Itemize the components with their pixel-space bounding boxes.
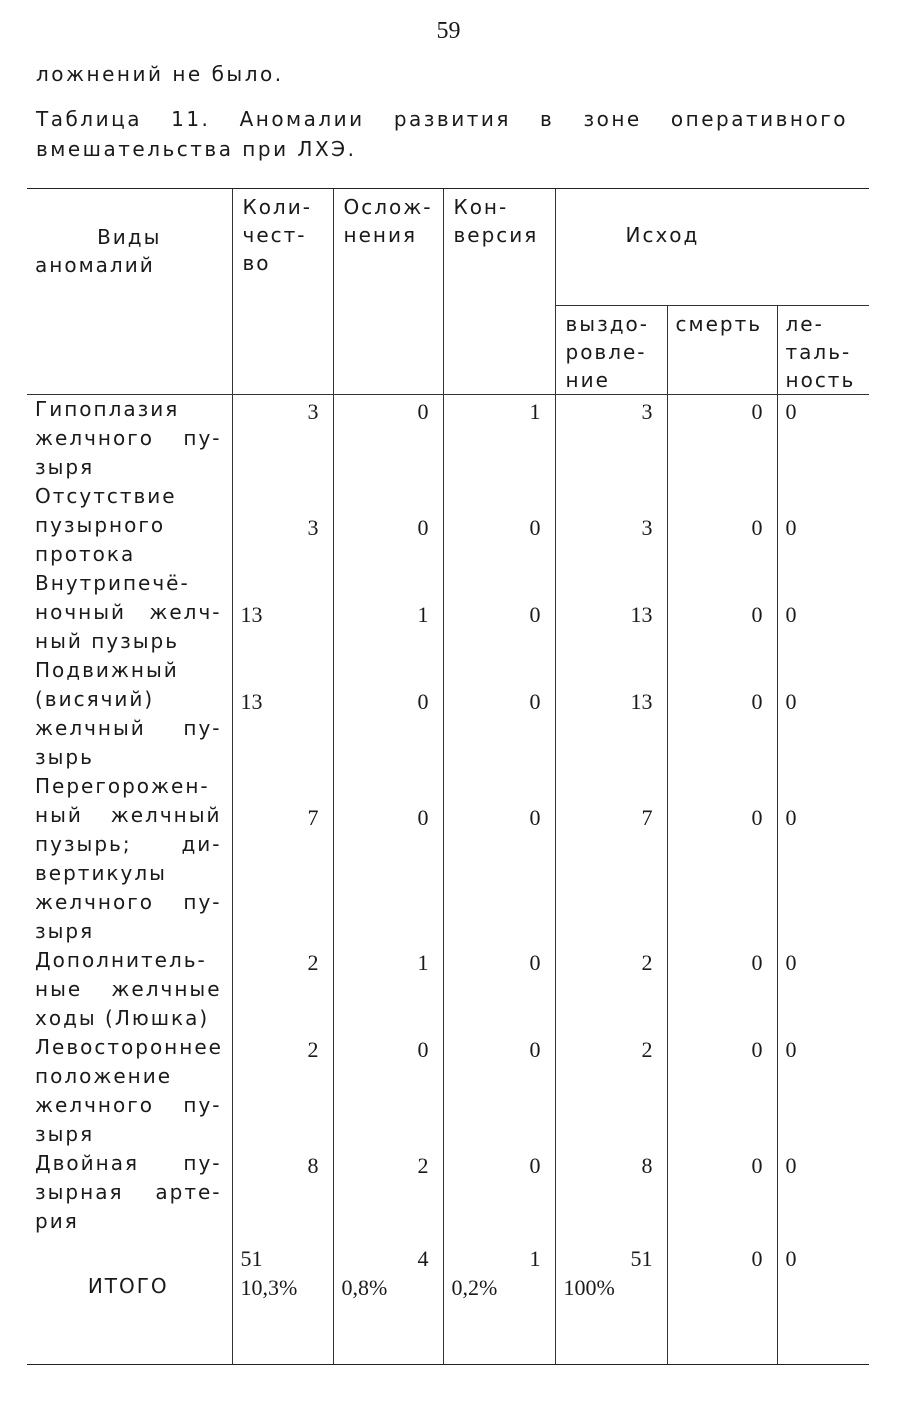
anomaly-name-line: Внутрипечё- — [35, 571, 190, 595]
total-lethality: 0 — [777, 1236, 869, 1365]
anomaly-name-line: зырь — [35, 745, 94, 769]
cell-lethality: 0 — [777, 1033, 869, 1149]
anomaly-name — [27, 569, 232, 656]
total-recovery — [555, 1236, 667, 1365]
anomaly-name — [27, 946, 232, 1033]
anomaly-name-line: желчного пу- — [35, 890, 222, 914]
cell-complications: 0 — [333, 395, 443, 483]
anomaly-name — [27, 1033, 232, 1149]
cell-count: 3 — [232, 395, 333, 483]
anomaly-name-line: ночный желч- — [35, 600, 222, 624]
cell-recovery: 13 — [555, 569, 667, 656]
total-conversion — [443, 1236, 555, 1365]
anomaly-name-line: Перегорожен- — [35, 774, 210, 798]
caption-word: зоне — [583, 107, 642, 131]
cell-count: 8 — [232, 1149, 333, 1236]
header-types: Виды аномалий — [27, 189, 232, 395]
cell-recovery: 8 — [555, 1149, 667, 1236]
cell-lethality: 0 — [777, 1149, 869, 1236]
anomaly-name-line: зыря — [35, 455, 95, 479]
cell-complications: 0 — [333, 482, 443, 569]
anomaly-name-line: желчного пу- — [35, 426, 222, 450]
cell-conversion: 0 — [443, 1033, 555, 1149]
anomaly-name-line: ный пузырь — [35, 629, 180, 653]
caption-word: оперативного — [670, 107, 848, 131]
header-complications: Ослож- нения — [333, 189, 443, 395]
caption-word: развития — [393, 107, 511, 131]
anomaly-name-line: рия — [35, 1209, 79, 1233]
total-value: 4 — [417, 1246, 429, 1271]
anomaly-name-line: Дополнитель- — [35, 948, 207, 972]
anomaly-name-line: зыря — [35, 919, 95, 943]
cell-conversion: 0 — [443, 482, 555, 569]
anomaly-name-line: (висячий) — [35, 687, 155, 711]
cell-complications: 1 — [333, 569, 443, 656]
cell-complications: 0 — [333, 1033, 443, 1149]
total-label: ИТОГО — [27, 1236, 232, 1365]
anomaly-name-line: зырная арте- — [35, 1180, 222, 1204]
header-lethality: ле- таль- ность — [777, 306, 869, 395]
cell-count: 7 — [232, 772, 333, 946]
anomaly-name-line: ходы (Люшка) — [35, 1006, 210, 1030]
cell-complications: 0 — [333, 772, 443, 946]
cell-conversion: 0 — [443, 569, 555, 656]
cell-death: 0 — [667, 395, 777, 483]
total-value: 1 — [529, 1246, 541, 1271]
table-row — [27, 569, 869, 656]
cell-recovery: 13 — [555, 656, 667, 772]
cell-complications: 2 — [333, 1149, 443, 1236]
total-percent: 10,3% — [240, 1275, 298, 1300]
caption-word: Аномалии — [239, 107, 365, 131]
total-percent: 100% — [563, 1275, 615, 1300]
cell-complications: 0 — [333, 656, 443, 772]
cell-count: 13 — [232, 656, 333, 772]
cell-conversion: 0 — [443, 946, 555, 1033]
caption-line-1 — [36, 104, 848, 134]
cell-count: 13 — [232, 569, 333, 656]
header-recovery: выздо- ровле- ние — [555, 306, 667, 395]
anomaly-name — [27, 772, 232, 946]
cell-death: 0 — [667, 1033, 777, 1149]
caption-word: 11. — [171, 107, 211, 131]
page-number: 59 — [436, 18, 461, 44]
cell-lethality: 0 — [777, 482, 869, 569]
header-death: смерть — [667, 306, 777, 395]
total-complications — [333, 1236, 443, 1365]
cell-conversion: 1 — [443, 395, 555, 483]
anomaly-name — [27, 395, 232, 483]
total-row — [27, 1236, 869, 1365]
anomaly-name-line: ный желчный — [35, 803, 222, 827]
table-row — [27, 772, 869, 946]
anomaly-name-line: ные желчные — [35, 977, 222, 1001]
cell-recovery: 3 — [555, 482, 667, 569]
cell-lethality: 0 — [777, 569, 869, 656]
anomaly-name — [27, 656, 232, 772]
anomaly-name-line: протока — [35, 542, 136, 566]
header-outcome: Исход — [555, 189, 869, 306]
anomaly-name-line: Гипоплазия — [35, 397, 180, 421]
cell-lethality: 0 — [777, 656, 869, 772]
cell-death: 0 — [667, 1149, 777, 1236]
anomaly-name-line: положение — [35, 1064, 173, 1088]
table-row — [27, 482, 869, 569]
total-count — [232, 1236, 333, 1365]
cell-count: 3 — [232, 482, 333, 569]
total-percent: 0,2% — [451, 1275, 498, 1300]
cell-count: 2 — [232, 1033, 333, 1149]
anomaly-name-line: Подвижный — [35, 658, 179, 682]
total-value: 51 — [630, 1246, 653, 1271]
anomaly-name — [27, 1149, 232, 1236]
anomalies-table — [27, 188, 869, 1323]
cell-recovery: 2 — [555, 946, 667, 1033]
cell-lethality: 0 — [777, 946, 869, 1033]
cell-recovery: 2 — [555, 1033, 667, 1149]
cell-death: 0 — [667, 569, 777, 656]
header-count: Коли- чест- во — [232, 189, 333, 395]
cell-recovery: 3 — [555, 395, 667, 483]
anomaly-name-line: желчного пу- — [35, 1093, 222, 1117]
cell-lethality: 0 — [777, 395, 869, 483]
cell-conversion: 0 — [443, 656, 555, 772]
anomaly-name-line: пузырного — [35, 513, 166, 537]
table-row — [27, 1033, 869, 1149]
table-row — [27, 656, 869, 772]
anomaly-name-line: Отсутствие — [35, 484, 177, 508]
anomaly-name-line: Левостороннее — [35, 1035, 223, 1059]
total-value: 51 — [240, 1246, 263, 1271]
caption-word: в — [540, 107, 555, 131]
caption-line-2: вмешательства при ЛХЭ. — [36, 137, 357, 161]
anomaly-name-line: вертикулы — [35, 861, 167, 885]
anomaly-name-line: пузырь; ди- — [35, 832, 222, 856]
table-row — [27, 395, 869, 483]
intro-text: ложнений не было. — [36, 62, 284, 86]
cell-conversion: 0 — [443, 1149, 555, 1236]
cell-recovery: 7 — [555, 772, 667, 946]
table-row — [27, 1149, 869, 1236]
cell-death: 0 — [667, 482, 777, 569]
total-death: 0 — [667, 1236, 777, 1365]
cell-death: 0 — [667, 772, 777, 946]
anomaly-name — [27, 482, 232, 569]
header-conversion: Кон- версия — [443, 189, 555, 395]
anomaly-name-line: зыря — [35, 1122, 95, 1146]
total-percent: 0,8% — [341, 1275, 388, 1300]
table-caption — [36, 104, 848, 164]
cell-death: 0 — [667, 946, 777, 1033]
caption-word: Таблица — [36, 107, 142, 131]
table-row — [27, 946, 869, 1033]
anomaly-name-line: Двойная пу- — [35, 1151, 222, 1175]
cell-lethality: 0 — [777, 772, 869, 946]
cell-complications: 1 — [333, 946, 443, 1033]
cell-count: 2 — [232, 946, 333, 1033]
cell-death: 0 — [667, 656, 777, 772]
cell-conversion: 0 — [443, 772, 555, 946]
anomaly-name-line: желчный пу- — [35, 716, 222, 740]
